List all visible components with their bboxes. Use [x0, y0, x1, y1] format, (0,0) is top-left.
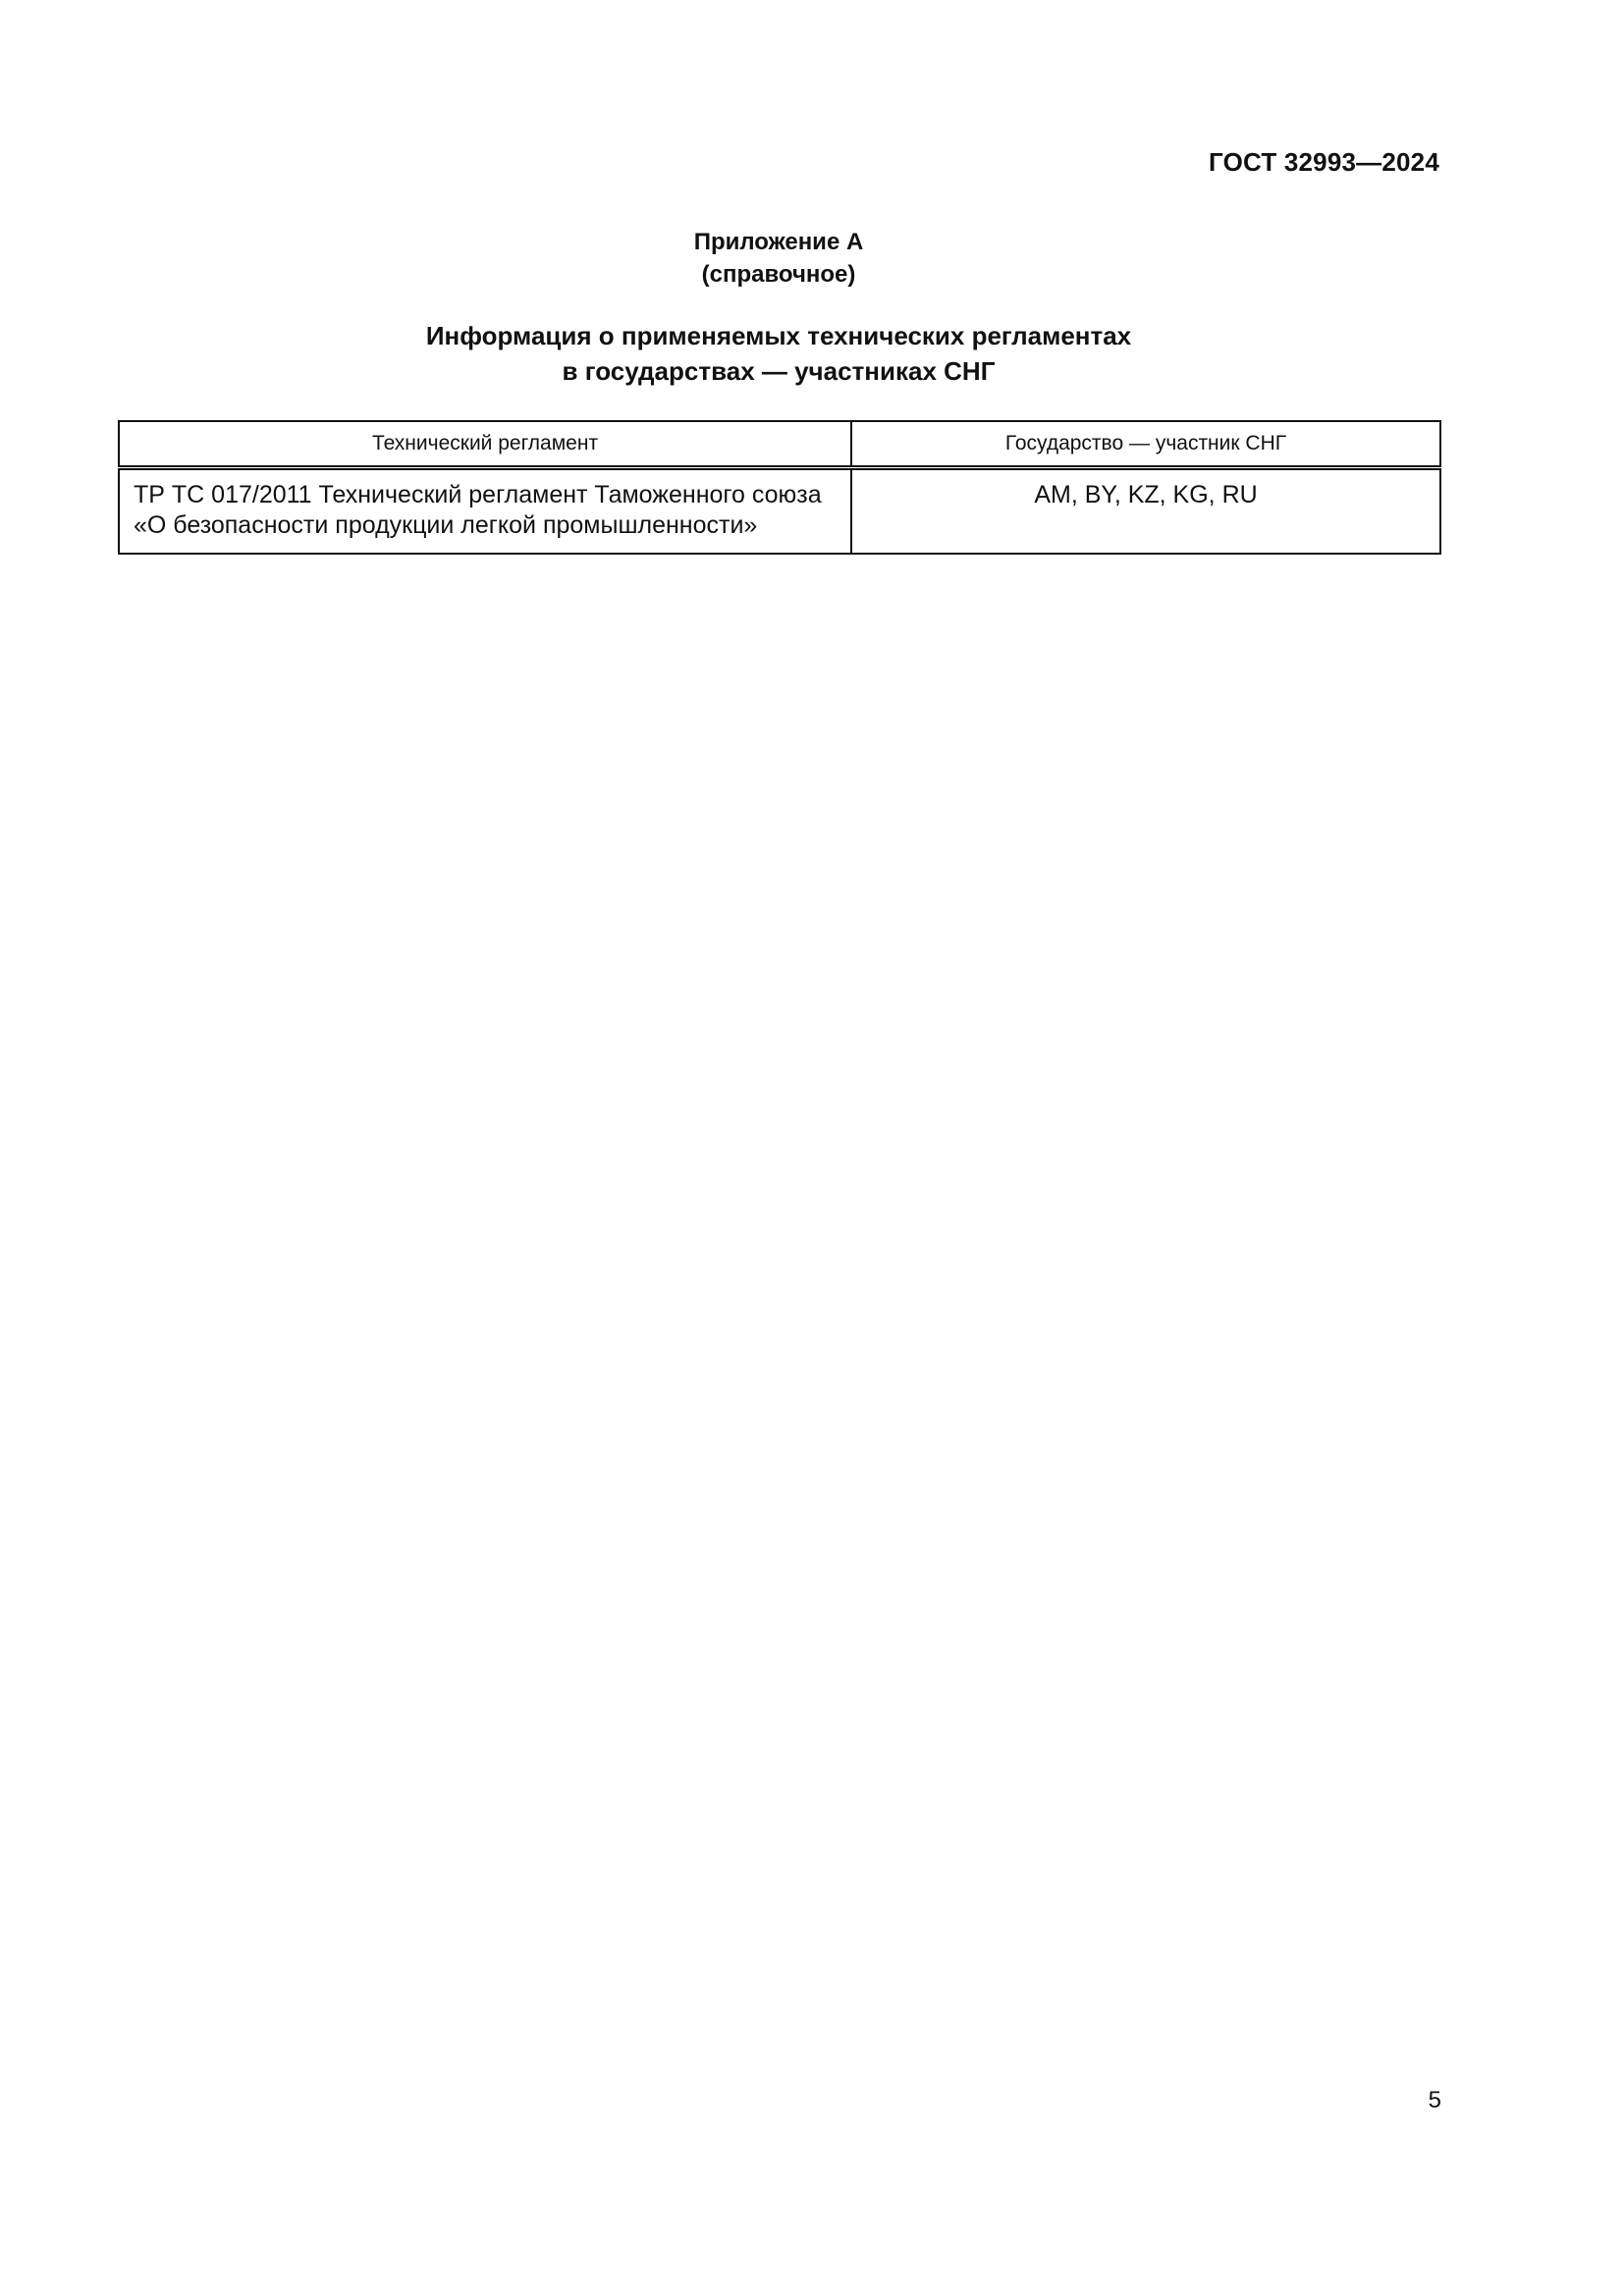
section-title-line1: Информация о применяемых технических регламентах: [425, 321, 1132, 350]
regulation-text-line2: «О безопасности продукции легкой промышленности»: [134, 511, 758, 539]
regulation-cell: [119, 468, 851, 555]
appendix-title: Приложение А: [693, 229, 864, 255]
header-regulation: Технический регламент: [119, 421, 851, 468]
regulation-text-line1: ТР ТС 017/2011 Технический регламент Таможенного союза: [134, 481, 822, 508]
regulations-table: [118, 420, 1441, 555]
appendix-heading: [0, 226, 1557, 291]
header-state: Государство — участник СНГ: [851, 421, 1440, 468]
section-title: [0, 318, 1557, 389]
document-code: ГОСТ 32993—2024: [1209, 147, 1439, 177]
table-header-row: [119, 421, 1440, 468]
states-cell: AM, BY, KZ, KG, RU: [851, 468, 1440, 555]
section-title-line2: в государствах — участниках СНГ: [562, 356, 996, 386]
table-row: [119, 468, 1440, 555]
page-number: 5: [1428, 2087, 1441, 2113]
appendix-status: (справочное): [701, 261, 856, 288]
